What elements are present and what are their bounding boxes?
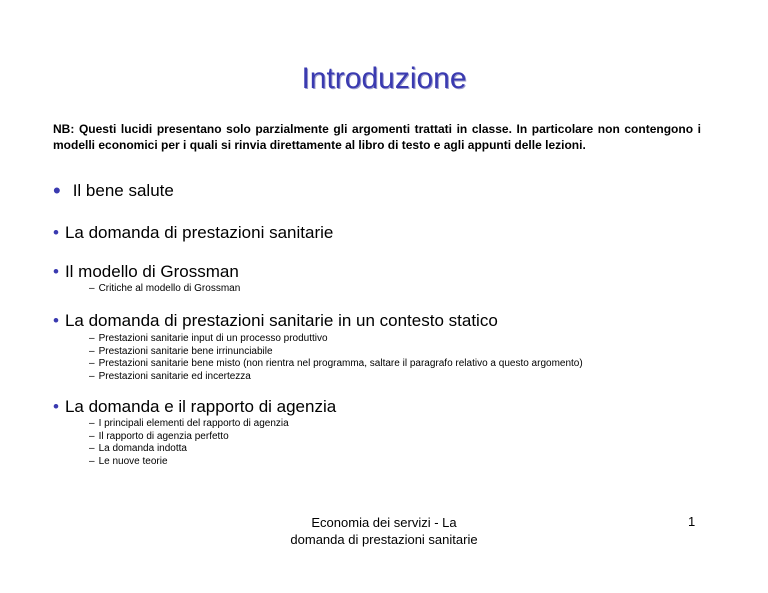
bullet-item-domanda-prestazioni	[53, 223, 333, 243]
sub-item: – Prestazioni sanitarie input di un processo produttivo	[89, 333, 328, 344]
dash-icon: –	[89, 358, 95, 369]
bullet-item-label: La domanda e il rapporto di agenzia	[64, 397, 337, 416]
bullet-item-contesto-statico	[53, 311, 498, 331]
sub-item: – Prestazioni sanitarie ed incertezza	[89, 370, 251, 382]
sub-item: – Prestazioni sanitarie bene irrinunciabile	[89, 345, 273, 357]
dash-icon: –	[89, 333, 95, 344]
dash-icon: –	[89, 345, 95, 357]
slide-footer	[264, 514, 504, 548]
bullet-item-label: Il bene salute	[72, 181, 174, 200]
dash-icon: –	[89, 430, 95, 442]
bullet-icon: •	[53, 223, 59, 242]
dash-icon: –	[89, 455, 95, 467]
bullet-item-rapporto-agenzia	[53, 397, 336, 417]
bullet-icon: •	[53, 311, 59, 330]
dash-icon: –	[89, 283, 95, 294]
sub-list-contesto-statico	[89, 333, 583, 383]
bullet-item-label: Il modello di Grossman	[64, 262, 239, 281]
sub-item: – Il rapporto di agenzia perfetto	[89, 430, 229, 442]
bullet-icon: •	[53, 262, 59, 281]
bullet-item-label: La domanda di prestazioni sanitarie	[64, 223, 334, 242]
dash-icon: –	[89, 443, 95, 454]
footer-line-2: domanda di prestazioni sanitarie	[290, 532, 478, 547]
slide-title: Introduzione	[301, 62, 467, 95]
sub-item: – I principali elementi del rapporto di agenzia	[89, 418, 289, 429]
dash-icon: –	[89, 418, 95, 429]
sub-item: – Critiche al modello di Grossman	[89, 283, 241, 294]
bullet-icon: •	[53, 178, 61, 203]
bullet-icon: •	[53, 397, 59, 416]
nb-note: NB: Questi lucidi presentano solo parzialmente gli argomenti trattati in classe. In particolare non contengono i modelli economici per i quali si rinvia direttamente al libro di testo e agli appunti delle lezioni.	[53, 122, 701, 152]
bullet-item-grossman	[53, 262, 239, 282]
sub-list-rapporto-agenzia	[89, 418, 289, 468]
footer-line-1: Economia dei servizi - La	[311, 515, 457, 530]
sub-item: – Le nuove teorie	[89, 455, 168, 467]
bullet-item-label: La domanda di prestazioni sanitarie in un contesto statico	[64, 311, 498, 330]
sub-item: – Prestazioni sanitarie bene misto (non rientra nel programma, saltare il paragrafo relativo a questo argomento)	[89, 358, 583, 369]
sub-item: – La domanda indotta	[89, 443, 187, 454]
sub-list-grossman	[89, 283, 240, 296]
page-number: 1	[688, 514, 696, 529]
bullet-item-bene-salute	[53, 176, 174, 202]
dash-icon: –	[89, 370, 95, 382]
